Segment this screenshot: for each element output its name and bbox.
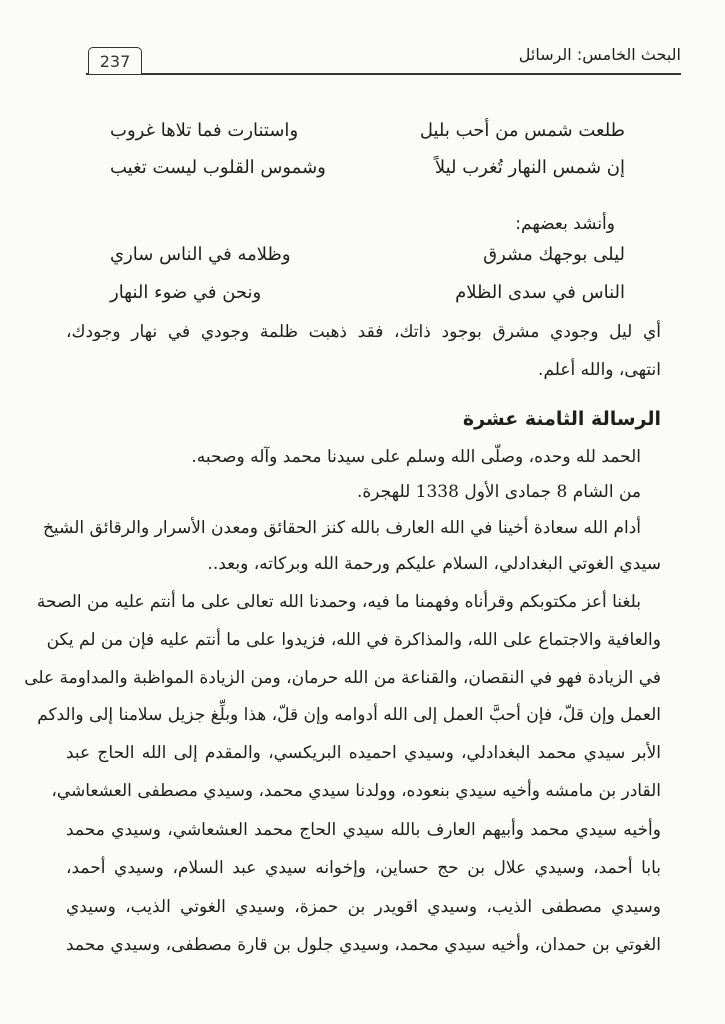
verse-first-hemistich: الناس في سدى الظلام — [455, 282, 625, 303]
letter-body-line: بابا أحمد، وسيدي علال بن حج حساين، وإخوانه سيدي عبد السلام، وسيدي أحمد، — [66, 858, 661, 878]
verse-second-hemistich: وظلامه في الناس ساري — [110, 244, 291, 265]
letter-body-line: وأخيه سيدي محمد وأبيهم العارف بالله سيدي الحاج محمد العشعاشي، وسيدي محمد — [66, 820, 661, 840]
letter-body-line: في الزيادة فهو في النقصان، والقناعة من الله حرمان، ومن الزيادة المواظبة والمداومة على — [24, 668, 661, 688]
letter-body-line: سيدي الغوتي البغدادلي، السلام عليكم ورحمة الله وبركاته، وبعد.. — [207, 554, 661, 574]
poem2-verse — [110, 282, 625, 303]
verse-second-hemistich: وشموس القلوب ليست تغيب — [110, 157, 326, 178]
letter-date: من الشام 8 جمادى الأول 1338 للهجرة. — [356, 482, 641, 502]
section-title: الرسالة الثامنة عشرة — [462, 408, 661, 430]
letter-body-line: الغوتي بن حمدان، وأخيه سيدي محمد، وسيدي جلول بن قارة مصطفى، وسيدي محمد — [66, 935, 661, 955]
letter-body-line: والعافية والاجتماع على الله، والمذاكرة في الله، فزيدوا على ما أنتم عليه فإن من لم يكن — [46, 630, 661, 650]
verse-second-hemistich: ونحن في ضوء النهار — [110, 282, 262, 303]
page-number: 237 — [88, 47, 142, 74]
letter-body-line: أدام الله سعادة أخينا في الله العارف بالله كنز الحقائق ومعدن الأسرار والرقائق الشيخ — [42, 518, 641, 538]
letter-body-line: وسيدي مصطفى الذيب، وسيدي اقويدر بن حمزة، وسيدي الغوتي الذيب، وسيدي — [66, 897, 661, 917]
poem2-verse — [110, 244, 625, 265]
commentary-line: انتهى، والله أعلم. — [538, 360, 661, 380]
verse-second-hemistich: واستنارت فما تلاها غروب — [110, 120, 299, 141]
letter-body-line: القادر بن مامشه وأخيه سيدي بنعوده، وولدنا سيدي محمد، وسيدي مصطفى العشعاشي، — [51, 781, 661, 801]
letter-body-line: الأبر سيدي محمد البغدادلي، وسيدي احميده البريكسي، والمقدم إلى الله الحاج عبد — [66, 743, 661, 763]
running-head-title: البحث الخامس: الرسائل — [518, 45, 681, 64]
poem1-verse — [110, 120, 625, 141]
verse-first-hemistich: إن شمس النهار تُغرب ليلاً — [434, 157, 625, 178]
poem1-verse — [110, 157, 625, 178]
verse-first-hemistich: طلعت شمس من أحب بليل — [419, 120, 625, 141]
poem2-intro: وأنشد بعضهم: — [515, 214, 615, 234]
verse-first-hemistich: ليلى بوجهك مشرق — [483, 244, 625, 265]
letter-body-line: بلغنا أعز مكتوبكم وقرأناه وفهمنا ما فيه، وحمدنا الله تعالى على ما أنتم عليه من الصحة — [36, 592, 641, 612]
commentary-line: أي ليل وجودي مشرق بوجود ذاتك، فقد ذهبت ظلمة وجودي في نهار وجودك، — [66, 322, 661, 342]
letter-body-line: العمل وإن قلّ، فإن أحبَّ العمل إلى الله أدوامه وإن قلّ، هذا وبلِّغ جزيل سلامنا إلى والدكم — [37, 705, 661, 725]
header-rule — [86, 73, 681, 75]
letter-opening: الحمد لله وحده، وصلّى الله وسلم على سيدنا محمد وآله وصحبه. — [191, 447, 641, 467]
